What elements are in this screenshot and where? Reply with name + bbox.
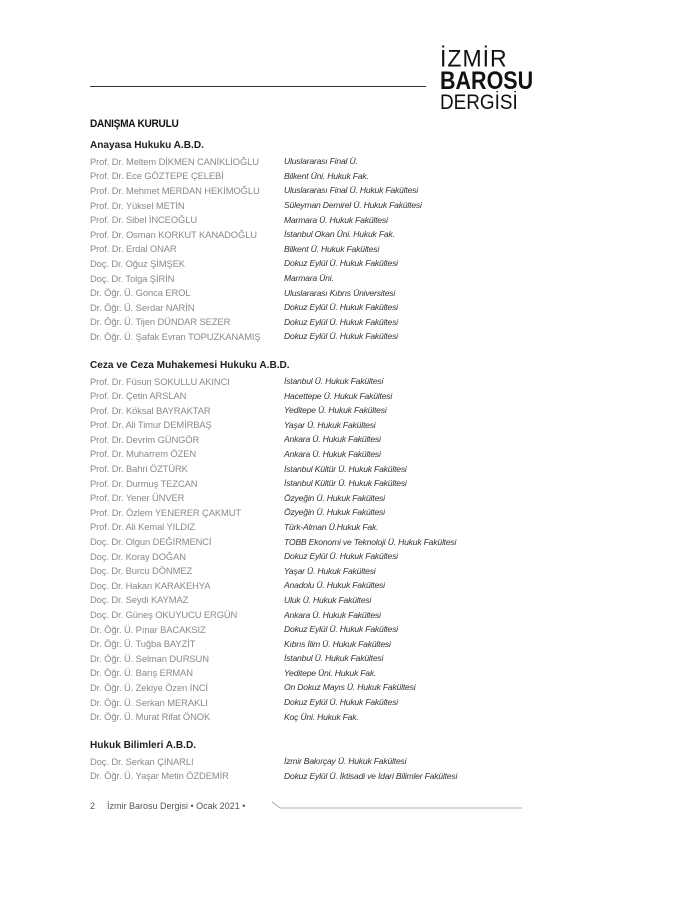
member-institution: İstanbul Ü. Hukuk Fakültesi (284, 653, 384, 664)
member-row (90, 432, 610, 447)
board-title: DANIŞMA KURULU (90, 118, 179, 130)
member-row (90, 388, 610, 403)
member-institution: İstanbul Okan Üni. Hukuk Fak. (284, 229, 395, 240)
member-name: Prof. Dr. Köksal BAYRAKTAR (90, 404, 211, 416)
member-row (90, 651, 610, 666)
member-name: Doç. Dr. Burcu DÖNMEZ (90, 565, 193, 577)
member-institution: Özyeğin Ü. Hukuk Fakültesi (284, 492, 385, 503)
member-institution: Koç Üni. Hukuk Fak. (284, 711, 359, 722)
header-rule (90, 86, 426, 87)
member-name: Prof. Dr. Ece GÖZTEPE ÇELEBİ (90, 170, 224, 182)
member-row (90, 212, 610, 227)
member-name: Prof. Dr. Osman KORKUT KANADOĞLU (90, 228, 257, 240)
member-row (90, 447, 610, 462)
member-row (90, 403, 610, 418)
logo-line-izmir: İZMİR (440, 44, 508, 72)
member-row (90, 154, 610, 169)
member-institution: Dokuz Eylül Ü. Hukuk Fakültesi (284, 331, 398, 342)
member-row (90, 461, 610, 476)
section (90, 359, 610, 724)
member-name: Prof. Dr. Bahri ÖZTÜRK (90, 463, 188, 475)
member-row (90, 680, 610, 695)
member-name: Doç. Dr. Serkan ÇINARLI (90, 755, 194, 767)
member-institution: Özyeğin Ü. Hukuk Fakültesi (284, 507, 385, 518)
member-row (90, 607, 610, 622)
member-institution: Hacettepe Ü. Hukuk Fakültesi (284, 390, 393, 401)
member-name: Doç. Dr. Olgun DEĞİRMENCİ (90, 536, 212, 548)
member-institution: Türk-Alman Ü.Hukuk Fak. (284, 521, 379, 532)
footer-rule (90, 801, 522, 815)
logo-line-dergisi: DERGİSİ (440, 91, 518, 114)
member-institution: Yeditepe Üni. Hukuk Fak. (284, 667, 377, 678)
member-name: Dr. Öğr. Ü. Serkan MERAKLI (90, 696, 208, 708)
member-row (90, 169, 610, 184)
member-name: Prof. Dr. Mehmet MERDAN HEKİMOĞLU (90, 184, 260, 196)
member-institution: TOBB Ekonomi ve Teknoloji Ü. Hukuk Fakültesi (284, 536, 457, 547)
member-name: Dr. Öğr. Ü. Zekiye Özen İNCİ (90, 681, 209, 693)
member-row (90, 315, 610, 330)
member-institution: Anadolu Ü. Hukuk Fakültesi (284, 580, 385, 591)
member-row (90, 593, 610, 608)
member-institution: Bilkent Ü. Hukuk Fakültesi (284, 243, 380, 254)
member-name: Prof. Dr. Devrim GÜNGÖR (90, 433, 200, 445)
member-name: Prof. Dr. Özlem YENERER ÇAKMUT (90, 506, 242, 518)
sections-container (90, 139, 610, 783)
member-institution: Uluslararası Final Ü. Hukuk Fakültesi (284, 185, 418, 196)
member-name: Prof. Dr. Erdal ONAR (90, 243, 177, 255)
member-institution: Süleyman Demirel Ü. Hukuk Fakültesi (284, 200, 422, 211)
member-name: Dr. Öğr. Ü. Tijen DÜNDAR SEZER (90, 316, 231, 328)
member-institution: Yaşar Ü. Hukuk Fakültesi (284, 565, 376, 576)
section (90, 739, 610, 783)
footer-journal-text: İzmir Barosu Dergisi • Ocak 2021 • (107, 801, 246, 811)
member-institution: İstanbul Kültür Ü. Hukuk Fakültesi (284, 478, 407, 489)
member-row (90, 374, 610, 389)
member-name: Dr. Öğr. Ü. Yaşar Metin ÖZDEMİR (90, 770, 229, 782)
member-name: Prof. Dr. Ali Timur DEMİRBAŞ (90, 419, 212, 431)
member-name: Prof. Dr. Sibel İNCEOĞLU (90, 214, 198, 226)
advisory-board (90, 118, 610, 798)
section-heading: Ceza ve Ceza Muhakemesi Hukuku A.B.D. (90, 358, 290, 371)
member-name: Prof. Dr. Muharrem ÖZEN (90, 448, 197, 460)
member-name: Doç. Dr. Seydi KAYMAZ (90, 594, 189, 606)
member-name: Doç. Dr. Güneş OKUYUCU ERGÜN (90, 609, 238, 621)
member-name: Doç. Dr. Hakan KARAKEHYA (90, 579, 211, 591)
member-institution: Dokuz Eylül Ü. Hukuk Fakültesi (284, 258, 398, 269)
member-name: Doç. Dr. Koray DOĞAN (90, 550, 186, 562)
member-name: Prof. Dr. Yüksel METİN (90, 199, 185, 211)
member-name: Prof. Dr. Ali Kemal YILDIZ (90, 521, 196, 533)
member-row (90, 300, 610, 315)
member-institution: Yeditepe Ü. Hukuk Fakültesi (284, 405, 387, 416)
member-institution: Uluslararası Final Ü. (284, 156, 358, 167)
member-name: Prof. Dr. Füsun SOKULLU AKINCI (90, 375, 230, 387)
member-row (90, 520, 610, 535)
member-name: Prof. Dr. Meltem DİKMEN CANİKLİOĞLU (90, 155, 259, 167)
member-institution: Ankara Ü. Hukuk Fakültesi (284, 434, 381, 445)
member-institution: Dokuz Eylül Ü. Hukuk Fakültesi (284, 624, 398, 635)
member-row (90, 769, 610, 784)
member-name: Dr. Öğr. Ü. Pınar BACAKSIZ (90, 623, 206, 635)
member-row (90, 622, 610, 637)
member-institution: Dokuz Eylül Ü. Hukuk Fakültesi (284, 316, 398, 327)
member-institution: Dokuz Eylül Ü. Hukuk Fakültesi (284, 697, 398, 708)
member-institution: İzmir Bakırçay Ü. Hukuk Fakültesi (284, 756, 407, 767)
member-name: Dr. Öğr. Ü. Selman DURSUN (90, 652, 209, 664)
member-institution: Ankara Ü. Hukuk Fakültesi (284, 609, 381, 620)
member-row (90, 534, 610, 549)
section (90, 139, 610, 344)
member-name: Dr. Öğr. Ü. Serdar NARİN (90, 301, 195, 313)
member-institution: Ankara Ü. Hukuk Fakültesi (284, 448, 381, 459)
member-row (90, 490, 610, 505)
member-name: Dr. Öğr. Ü. Tuğba BAYZİT (90, 638, 196, 650)
member-row (90, 198, 610, 213)
page-footer (90, 801, 522, 815)
member-name: Doç. Dr. Oğuz ŞİMŞEK (90, 257, 185, 269)
member-row (90, 418, 610, 433)
member-row (90, 636, 610, 651)
member-row (90, 754, 610, 769)
member-institution: Dokuz Eylül Ü. İktisadi ve İdari Bilimler Fakültesi (284, 770, 458, 781)
member-row (90, 549, 610, 564)
journal-logo (440, 44, 534, 114)
member-row (90, 666, 610, 681)
section-heading: Hukuk Bilimleri A.B.D. (90, 738, 197, 751)
member-row (90, 271, 610, 286)
member-institution: Uluk Ü. Hukuk Fakültesi (284, 594, 372, 605)
member-row (90, 578, 610, 593)
member-row (90, 709, 610, 724)
member-row (90, 256, 610, 271)
member-institution: Bilkent Üni. Hukuk Fak. (284, 170, 369, 181)
member-institution: Uluslararası Kıbrıs Üniversitesi (284, 287, 396, 298)
member-name: Dr. Öğr. Ü. Gonca EROL (90, 287, 191, 299)
member-name: Prof. Dr. Yener ÜNVER (90, 492, 185, 504)
member-institution: İstanbul Kültür Ü. Hukuk Fakültesi (284, 463, 407, 474)
member-row (90, 505, 610, 520)
member-name: Prof. Dr. Çetin ARSLAN (90, 390, 187, 402)
member-institution: Marmara Ü. Hukuk Fakültesi (284, 214, 388, 225)
member-row (90, 227, 610, 242)
member-institution: Dokuz Eylül Ü. Hukuk Fakültesi (284, 302, 398, 313)
member-row (90, 329, 610, 344)
member-institution: Dokuz Eylül Ü. Hukuk Fakültesi (284, 551, 398, 562)
member-row (90, 695, 610, 710)
member-institution: Kıbrıs İlim Ü. Hukuk Fakültesi (284, 638, 391, 649)
member-institution: On Dokuz Mayıs Ü. Hukuk Fakültesi (284, 682, 416, 693)
member-institution: Yaşar Ü. Hukuk Fakültesi (284, 419, 376, 430)
member-institution: Marmara Üni. (284, 273, 334, 284)
member-name: Prof. Dr. Durmuş TEZCAN (90, 477, 198, 489)
member-row (90, 183, 610, 198)
member-row (90, 285, 610, 300)
section-heading: Anayasa Hukuku A.B.D. (90, 139, 204, 151)
page-number: 2 (90, 801, 96, 811)
member-institution: İstanbul Ü. Hukuk Fakültesi (284, 376, 384, 387)
member-name: Dr. Öğr. Ü. Şafak Evran TOPUZKANAMIŞ (90, 330, 261, 342)
logo-line-barosu: BAROSU (440, 67, 534, 95)
member-name: Doç. Dr. Tolga ŞİRİN (90, 272, 175, 284)
member-name: Dr. Öğr. Ü. Barış ERMAN (90, 667, 193, 679)
member-name: Dr. Öğr. Ü. Murat Rifat ÖNOK (90, 711, 211, 723)
member-row (90, 563, 610, 578)
member-row (90, 476, 610, 491)
member-row (90, 242, 610, 257)
